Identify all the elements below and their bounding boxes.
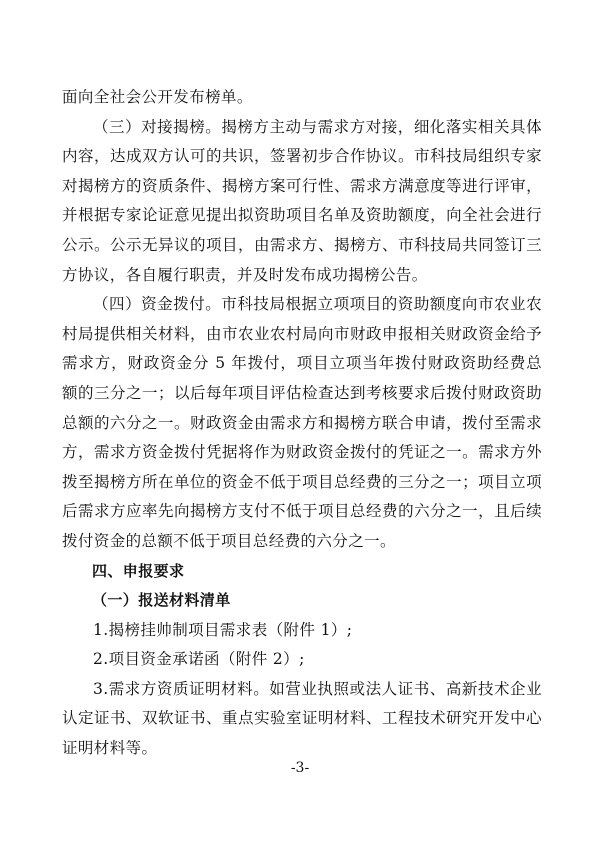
document-body <box>62 83 542 764</box>
subsection-heading: （一）报送材料清单 <box>92 591 231 610</box>
list-item: 2.项目资金承诺函（附件 2）; <box>93 650 305 669</box>
page-number: -3- <box>290 760 310 776</box>
paragraph-funding: （四）资金拨付。市科技局根据立项项目的资助额度向市农业农村局提供相关材料，由市农业农村局向市财政申报相关财政资金给予需求方，财政资金分 5 年拨付，项目立项当年拨付财政资助经费总额的三分之一；以后每年项目评估检查达到考核要求后拨付财政资助总额的六分之一。财政资金由需求方和揭榜方联合申请，拨付至需求方，需求方资金拨付凭据将作为财政资金拨付的凭证之一。需求方外拨至揭榜方所在单位的资金不低于项目总经费的三分之一；项目立项后需求方应率先向揭榜方支付不低于项目总经费的六分之一，且后续拨付资金的总额不低于项目总经费的六分之一。 <box>62 295 542 550</box>
section-heading: 四、申报要求 <box>92 561 185 580</box>
list-item: 3.需求方资质证明材料。如营业执照或法人证书、高新技术企业认定证书、双软证书、重点实验室证明材料、工程技术研究开发中心证明材料等。 <box>62 679 542 758</box>
paragraph-continuation: 面向全社会公开发布榜单。 <box>62 88 253 106</box>
list-item: 1.揭榜挂帅制项目需求表（附件 1）; <box>93 620 353 639</box>
paragraph-matching: （三）对接揭榜。揭榜方主动与需求方对接，细化落实相关具体内容，达成双方认可的共识，签署初步合作协议。市科技局组织专家对揭榜方的资质条件、揭榜方案可行性、需求方满意度等进行评审，并根据专家论证意见提出拟资助项目名单及资助额度，向全社会进行公示。公示无异议的项目，由需求方、揭榜方、市科技局共同签订三方协议，各自履行职责，并及时发布成功揭榜公告。 <box>62 117 542 284</box>
